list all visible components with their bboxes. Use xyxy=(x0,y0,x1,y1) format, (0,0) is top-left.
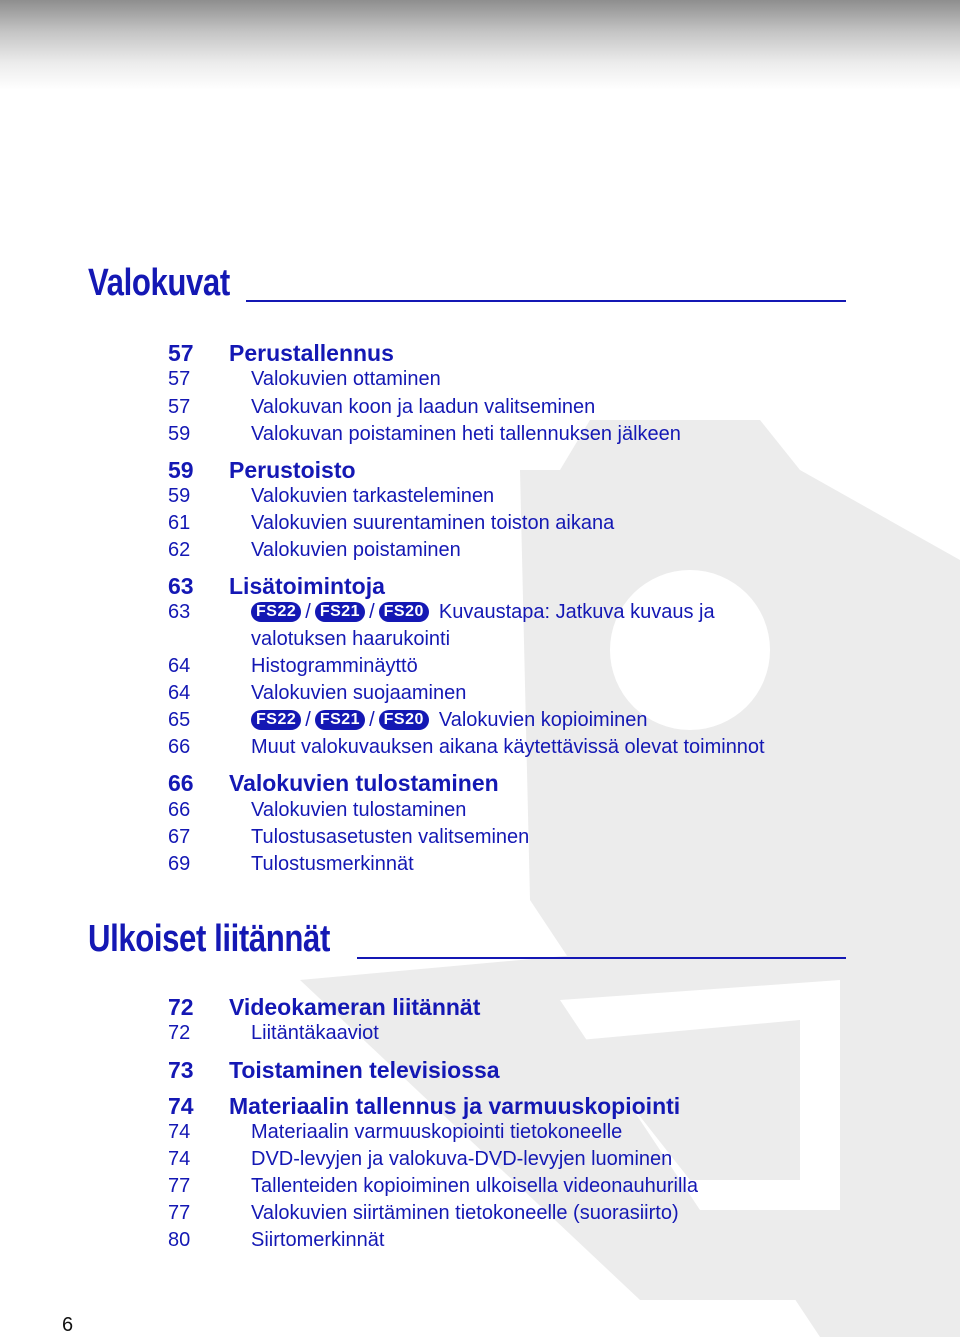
page-number: 64 xyxy=(168,655,191,677)
badge-separator: / xyxy=(305,601,311,623)
entry-title-text: Kuvaustapa: Jatkuva kuvaus ja xyxy=(438,601,715,623)
page-number: 72 xyxy=(168,994,194,1020)
page-number: 66 xyxy=(168,736,191,758)
entry-title: Valokuvien ottaminen xyxy=(251,368,441,390)
page-number: 66 xyxy=(168,799,191,821)
entry-title: Valokuvien suojaaminen xyxy=(251,682,467,704)
page-number: 67 xyxy=(168,826,191,848)
page-number-footer: 6 xyxy=(62,1314,74,1336)
page-number: 72 xyxy=(168,1022,191,1044)
page-number: 57 xyxy=(168,368,191,390)
section-title: Ulkoiset liitännät xyxy=(88,918,330,960)
group-title: Toistaminen televisiossa xyxy=(229,1057,500,1083)
entry-title: DVD-levyjen ja valokuva-DVD-levyjen luominen xyxy=(251,1148,673,1170)
entry-title: Histogramminäyttö xyxy=(251,655,418,677)
page-number: 74 xyxy=(168,1121,191,1143)
group-title: Perustoisto xyxy=(229,457,356,483)
entry-title: Valokuvien tarkasteleminen xyxy=(251,485,495,507)
entry-title xyxy=(251,601,715,624)
page-number: 59 xyxy=(168,485,191,507)
page-number: 59 xyxy=(168,457,194,483)
page-number: 74 xyxy=(168,1093,194,1119)
page-number: 61 xyxy=(168,512,191,534)
badge-separator: / xyxy=(305,709,311,731)
entry-title xyxy=(251,709,648,732)
entry-title: Valokuvien suurentaminen toiston aikana xyxy=(251,512,615,534)
badge-separator: / xyxy=(369,709,375,731)
page-number: 59 xyxy=(168,423,191,445)
entry-title: Valokuvien siirtäminen tietokoneelle (suorasiirto) xyxy=(251,1202,679,1224)
entry-title: Liitäntäkaaviot xyxy=(251,1022,379,1044)
model-badge-fs21: FS21 xyxy=(315,710,365,730)
page-number: 64 xyxy=(168,682,191,704)
page-number: 73 xyxy=(168,1057,194,1083)
entry-title: Valokuvien tulostaminen xyxy=(251,799,467,821)
page-number: 66 xyxy=(168,770,194,796)
group-title: Perustallennus xyxy=(229,340,394,366)
group-title: Lisätoimintoja xyxy=(229,573,385,599)
model-badge-fs21: FS21 xyxy=(315,602,365,622)
entry-title: Tulostusasetusten valitseminen xyxy=(251,826,530,848)
entry-title-text: Valokuvien kopioiminen xyxy=(438,709,648,731)
page-number: 65 xyxy=(168,709,191,731)
group-title: Videokameran liitännät xyxy=(229,994,481,1020)
model-badge-fs20: FS20 xyxy=(379,602,429,622)
page-number: 63 xyxy=(168,573,194,599)
entry-title: Valokuvan poistaminen heti tallennuksen jälkeen xyxy=(251,423,681,445)
page-number: 80 xyxy=(168,1229,191,1251)
section-title-rule xyxy=(357,957,846,959)
page-number: 63 xyxy=(168,601,191,623)
page-number: 57 xyxy=(168,396,191,418)
entry-title: Valokuvien poistaminen xyxy=(251,539,461,561)
entry-title: Tulostusmerkinnät xyxy=(251,853,414,875)
page-number: 62 xyxy=(168,539,191,561)
entry-title: Muut valokuvauksen aikana käytettävissä olevat toiminnot xyxy=(251,736,765,758)
page-number: 69 xyxy=(168,853,191,875)
section-title: Valokuvat xyxy=(88,262,230,304)
entry-title: Siirtomerkinnät xyxy=(251,1229,385,1251)
group-title: Valokuvien tulostaminen xyxy=(229,770,499,796)
page-number: 77 xyxy=(168,1175,191,1197)
entry-title: Tallenteiden kopioiminen ulkoisella videonauhurilla xyxy=(251,1175,698,1197)
group-title: Materiaalin tallennus ja varmuuskopiointi xyxy=(229,1093,681,1119)
page-number: 57 xyxy=(168,340,194,366)
page-number: 77 xyxy=(168,1202,191,1224)
model-badge-fs22: FS22 xyxy=(251,602,301,622)
entry-title: Valokuvan koon ja laadun valitseminen xyxy=(251,396,596,418)
entry-title-continued: valotuksen haarukointi xyxy=(251,628,451,650)
page-number: 74 xyxy=(168,1148,191,1170)
entry-title: Materiaalin varmuuskopiointi tietokoneelle xyxy=(251,1121,623,1143)
model-badge-fs20: FS20 xyxy=(379,710,429,730)
section-title-rule xyxy=(246,300,846,302)
badge-separator: / xyxy=(369,601,375,623)
model-badge-fs22: FS22 xyxy=(251,710,301,730)
